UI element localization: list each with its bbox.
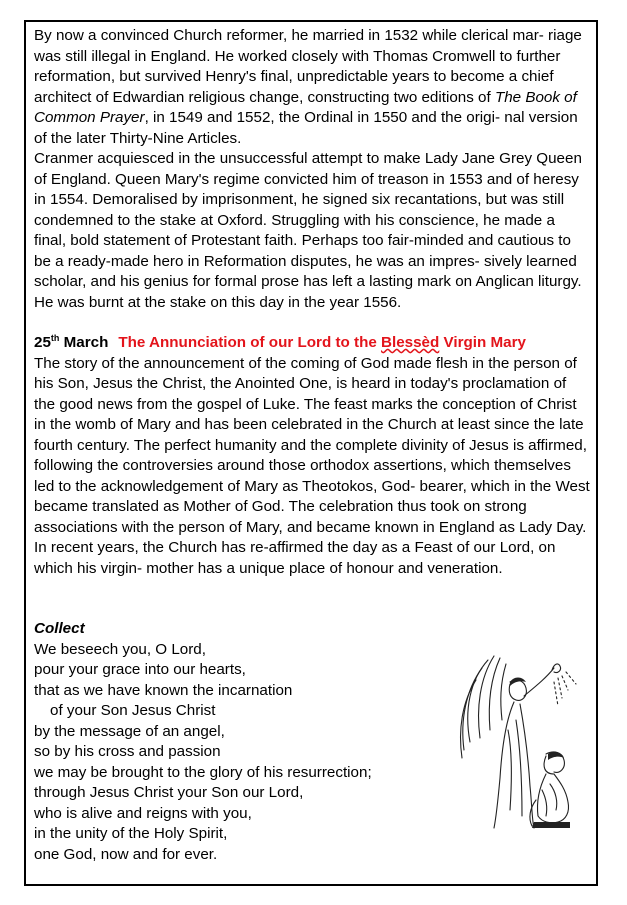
collect-line: through Jesus Christ your Son our Lord,: [34, 784, 304, 801]
book-title: The Book of Common Prayer: [34, 88, 577, 126]
spacer: [34, 579, 590, 599]
feast-title-a: The Annunciation of our Lord to the: [118, 334, 382, 351]
collect-line: who is alive and reigns with you,: [34, 804, 252, 822]
collect-heading: Collect: [34, 620, 85, 637]
spacer: [34, 313, 590, 333]
collect-line: by the message of an angel,: [34, 722, 225, 740]
feast-title: [118, 334, 526, 351]
collect-line: pour your grace into our hearts,: [34, 661, 246, 678]
cranmer-paragraph-1-text-a: By now a convinced Church reformer, he married in 1532 while clerical mar- riage was still illegal in England. He worked closely with Thomas Cromwell to further reformation, but survived Henry's final, unpredictable years to become a chief architect of Edwardian religious change, constructing two editions of: [34, 27, 582, 106]
collect-line: that as we have known the incarnation: [34, 681, 293, 699]
feast-title-spellcheck-word: Blessèd: [381, 334, 440, 351]
collect-line: of your Son Jesus Christ: [50, 702, 216, 719]
feast-title-b: Virgin Mary: [439, 334, 526, 351]
collect-line: we may be brought to the glory of his resurrection;: [34, 763, 372, 781]
spacer: [34, 599, 590, 619]
collect-line: in the unity of the Holy Spirit,: [34, 825, 228, 842]
cranmer-paragraph-1: [34, 26, 590, 149]
feast-date-month: March: [59, 334, 109, 351]
collect-line: We beseech you, O Lord,: [34, 640, 206, 658]
feast-date-number: 25: [34, 334, 51, 351]
feast-date-suffix: th: [50, 332, 60, 343]
feast-date: [34, 334, 108, 351]
annunciation-illustration: [450, 650, 586, 834]
collect-line: one God, now and for ever.: [34, 845, 218, 863]
cranmer-paragraph-1-text-b: , in 1549 and 1552, the Ordinal in 1550 and the origi- nal version of the later Thirty-Nine Articles.: [34, 109, 578, 147]
feast-paragraph: The story of the announcement of the coming of God made flesh in the person of his Son, Jesus the Christ, the Anointed One, is heard in today's proclamation of the good news from the gospel of Luke. The feast marks the conception of Christ in the womb of Mary and has been celebrated in the Church at least since the late fourth century. The perfect humanity and the complete divinity of Jesus is affirmed, following the controversies around those orthodox assertions, which themselves led to the acknowledgement of Mary as Theotokos, God- bearer, which in the West became translated as Mother of God. The celebration thus took on strong associations with the person of Mary, and became known in England as Lady Day. In recent years, the Church has re-affirmed the day as a Feast of our Lord, on which his virgin- mother has a unique place of honour and veneration.: [34, 354, 590, 577]
collect-line: so by his cross and passion: [34, 743, 221, 760]
feast-heading: [34, 333, 590, 354]
page-border: [24, 20, 598, 886]
cranmer-paragraph-2: Cranmer acquiesced in the unsuccessful attempt to make Lady Jane Grey Queen of England. Queen Mary's regime convicted him of treason in 1553 and of heresy in 1554. Demoralised by imprisonment, he signed six recantations, but was still condemned to the stake at Oxford. Struggling with his conscience, he made a final, bold statement of Protestant faith. Perhaps too fair-minded and cautious to be a ready-made hero in Reformation disputes, he was an impres- sively learned scholar, and his genius for formal prose has left a lasting mark on Anglican liturgy. He was burnt at the stake on this day in the year 1556.: [34, 150, 582, 311]
